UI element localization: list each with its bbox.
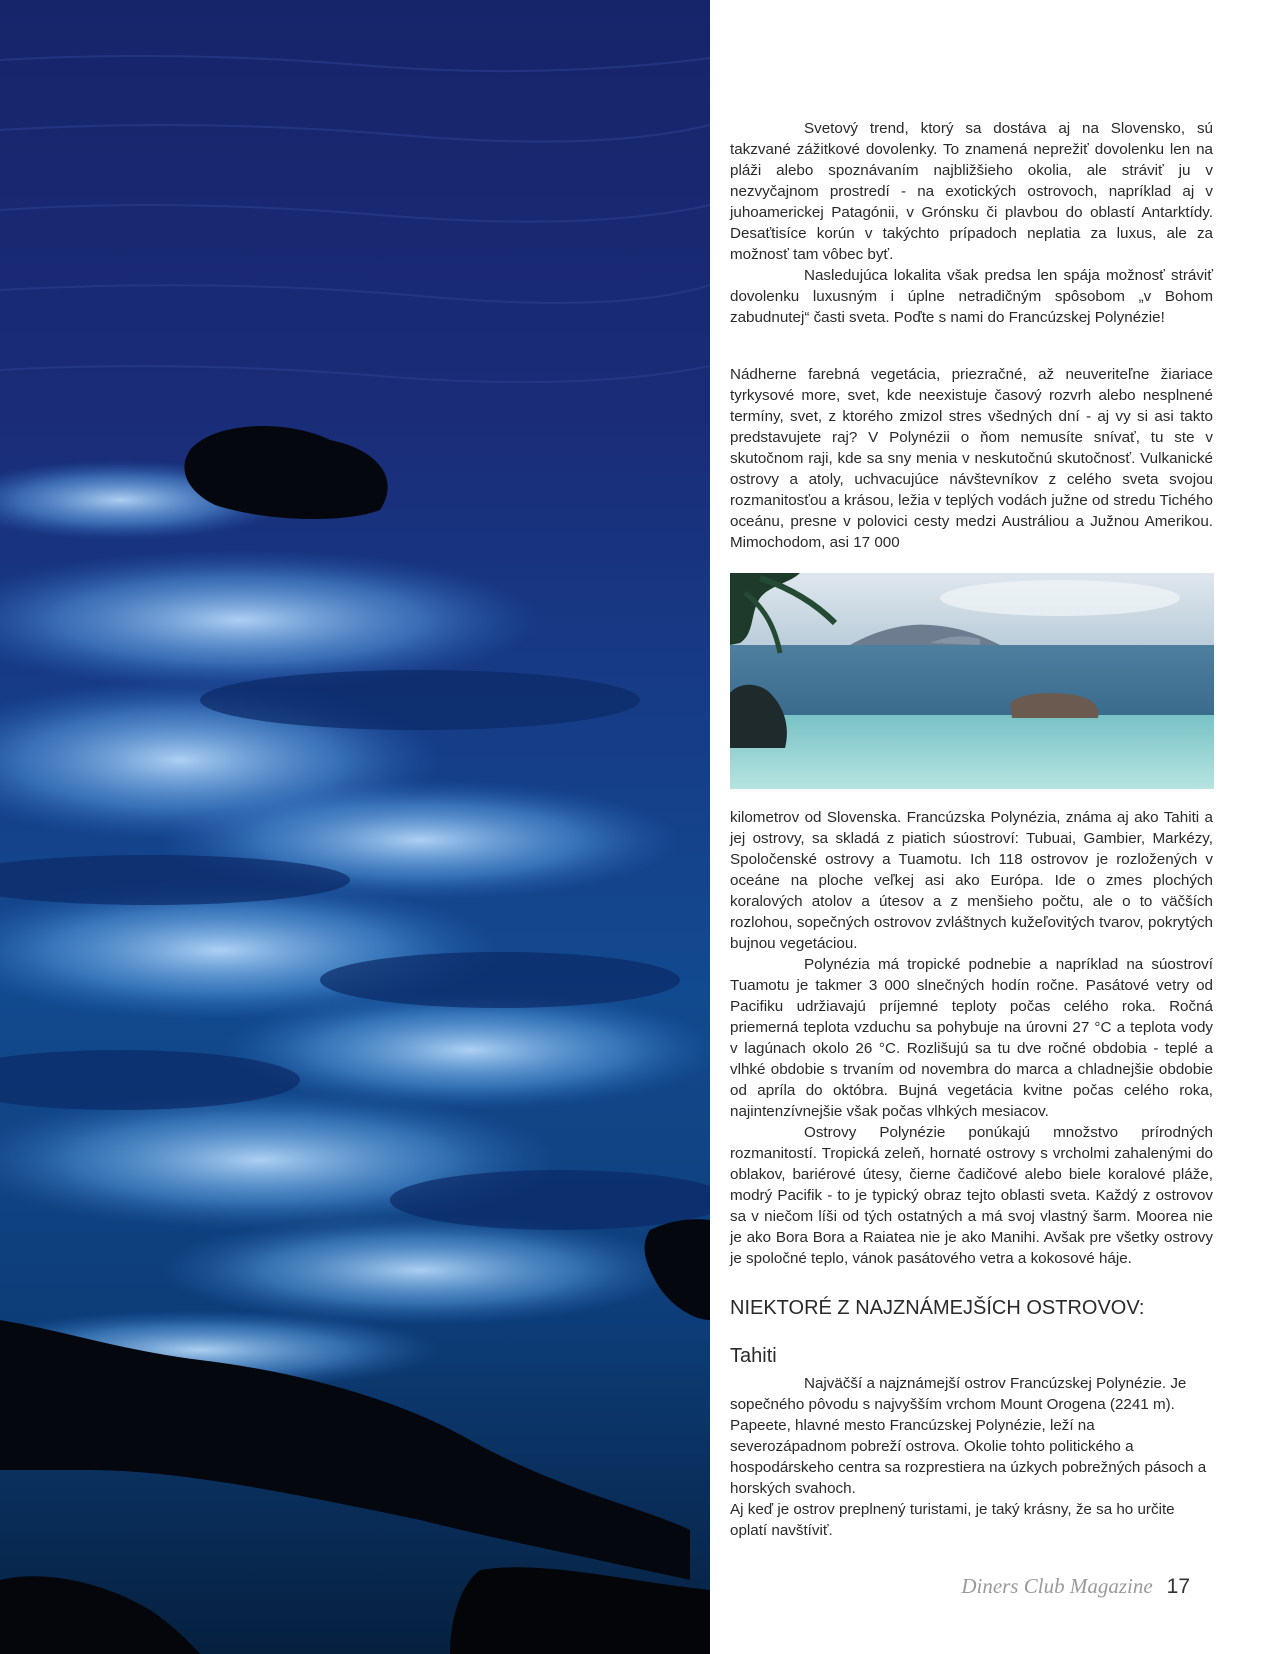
nature-paragraph: Ostrovy Polynézie ponúkajú množstvo prírodných rozmanitostí. Tropická zeleň, hornaté ostrovy s vrcholmi zahalenými do oblakov, bariérové útesy, čierne čadičové alebo biele koralové pláže, modrý Pacifik - to je typický obraz tejto oblasti sveta. Každý z ostrovov sa v niečom líši od tých ostatných a má svoj vlastný šarm. Moorea nie je ako Bora Bora a Raiatea nie je ako Manihi. Avšak pre všetky ostrovy je spoločné teplo, vánok pasátového vetra a kokosové háje. [730, 1124, 1213, 1267]
tahiti-paragraph-2: Aj keď je ostrov preplnený turistami, je taký krásny, že sa ho určite oplatí navštíviť. [730, 1501, 1175, 1539]
section-heading: NIEKTORÉ Z NAJZNÁMEJŠÍCH OSTROVOV: [730, 1297, 1145, 1319]
infinity-pool-photo [730, 573, 1214, 789]
magazine-name: Diners Club Magazine [961, 1574, 1153, 1598]
article-column [730, 118, 1213, 1541]
body-paragraph-after-image: kilometrov od Slovenska. Francúzska Polynézia, známa aj ako Tahiti a jej ostrovy, sa skladá z piatich súostroví: Tubuai, Gambier, Markézy, Spoločenské ostrovy a Tuamotu. Ich 118 ostrovov je rozložených v oceáne na ploche veľkej asi ako Európa. Ide o zmes plochých koralových atolov a útesov a z menšieho počtu, ale o to väčších rozlohou, sopečných ostrovov zvláštnych kužeľovitých tvarov, pokrytých bujnou vegetáciou. [730, 809, 1213, 952]
tahiti-paragraph-1: Najväčší a najznámejší ostrov Francúzskej Polynézie. Je sopečného pôvodu s najvyšším vrchom Mount Orogena (2241 m). Papeete, hlavné mesto Francúzskej Polynézie, leží na severozápadnom pobreží ostrova. Okolie tohto politického a hospodárskeho centra sa rozprestiera na úzkych pobrežných pásoch a horských svahoch. [730, 1375, 1207, 1497]
intro-paragraph-2: Nasledujúca lokalita však predsa len spája možnosť stráviť dovolenku luxusným i úplne netradičným spôsobom „v Bohom zabudnutej“ časti sveta. Poďte s nami do Francúzskej Polynézie! [730, 267, 1213, 326]
body-paragraph-before-image: Nádherne farebná vegetácia, priezračné, až neuveriteľne žiariace tyrkysové more, svet, kde neexistuje časový rozvrh alebo nesplnené termíny, svet, z ktorého zmizol stres všedných dní - aj vy si asi takto predstavujete raj? V Polynézii o ňom nemusíte snívať, tu ste v skutočnom raji, kde sa sny menia v neskutočnú skutočnosť. Vulkanické ostrovy a atoly, uchvacujúce návštevníkov z celého sveta svojou rozmanitosťou a krásou, ležia v teplých vodách južne od stredu Tichého oceánu, presne v polovici cesty medzi Austráliou a Južnou Amerikou. Mimochodom, asi 17 000 [730, 366, 1213, 551]
page-footer [961, 1574, 1190, 1599]
intro-paragraph-1: Svetový trend, ktorý sa dostáva aj na Slovensko, sú takzvané zážitkové dovolenky. To znamená neprežiť dovolenku len na pláži alebo spoznávaním najbližšieho okolia, ale stráviť ju v nezvyčajnom prostredí - na exotických ostrovoch, napríklad aj v juhoamerickej Patagónii, v Grónsku či plavbou do oblastí Antarktídy. Desaťtisíce korún v takýchto prípadoch neplatia za luxus, ale za možnosť tam vôbec byť. [730, 120, 1213, 263]
island-title-tahiti: Tahiti [730, 1345, 777, 1367]
page-number: 17 [1166, 1575, 1190, 1598]
climate-paragraph: Polynézia má tropické podnebie a napríklad na súostroví Tuamotu je takmer 3 000 slnečných hodín ročne. Pasátové vetry od Pacifiku udržiavajú príjemné teploty počas celého roka. Ročná priemerná teplota vzduchu sa pohybuje na úrovni 27 °C a teplota vody v lagúnach okolo 26 °C. Rozlišujú sa tu dve ročné obdobia - teplé a vlhké obdobie s trvaním od novembra do marca a chladnejšie obdobie od apríla do októbra. Bujná vegetácia kvitne počas celého roka, najintenzívnejšie však počas vlhkých mesiacov. [730, 956, 1213, 1120]
